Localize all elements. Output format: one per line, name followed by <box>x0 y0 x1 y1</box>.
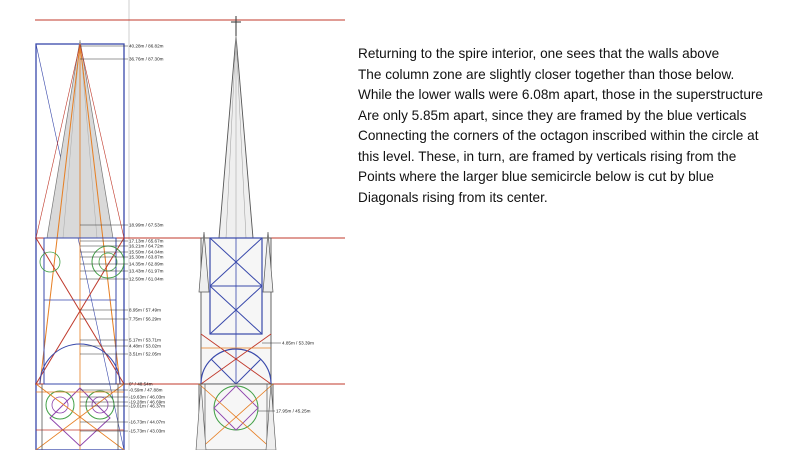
caption-line: The column zone are slightly closer together than those below. <box>358 66 735 82</box>
spire-elevation-drawing <box>0 0 345 450</box>
dimension-label: 36.76m / 87.30m <box>129 56 164 62</box>
caption-line: Are only 5.85m apart, since they are framed by the blue verticals <box>358 107 747 123</box>
dimension-label: 0° / 48.54m <box>129 381 153 387</box>
dimension-label: 15.30m / 63.87m <box>129 254 164 260</box>
dimension-label: 13.43m / 61.97m <box>129 268 164 274</box>
right-elevation <box>196 16 276 450</box>
dimension-label: 15.50m / 64.04m <box>129 249 164 255</box>
left-annotated-elevation <box>36 40 124 450</box>
dimension-label: -19.01m / 46.37m <box>129 403 166 409</box>
dimension-label: 18.99m / 67.53m <box>129 222 164 228</box>
dimension-label: -19.63m / 46.03m <box>129 394 166 400</box>
dimension-label: 17.13m / 65.67m <box>129 238 164 244</box>
slide-caption <box>358 44 793 208</box>
dimension-label: 16.21m / 64.72m <box>129 243 164 249</box>
dimension-label: -15.73m / 43.03m <box>129 428 166 434</box>
caption-line: Points where the larger blue semicircle below is cut by blue <box>358 169 714 184</box>
caption-line: Returning to the spire interior, one sees that the walls above <box>358 46 720 61</box>
dimension-label: 14.35m / 62.89m <box>129 261 164 267</box>
caption-line: While the lower walls were 6.08m apart, those in the superstructure <box>358 87 763 102</box>
dimension-label: 12.50m / 61.04m <box>129 276 164 282</box>
caption-line: Diagonals rising from its center. <box>358 189 548 205</box>
dimension-label: 17.95m / 45.25m <box>276 408 311 414</box>
dimension-label: 3.51m / 52.05m <box>129 351 161 357</box>
dimension-label: 40.28m / 86.82m <box>129 43 164 49</box>
caption-line: this level. These, in turn, are framed by verticals rising from the <box>358 148 737 164</box>
caption-line: Connecting the corners of the octagon inscribed within the circle at <box>358 128 759 143</box>
dimension-label: 4.48m / 53.02m <box>129 343 161 349</box>
dimension-label: 5.17m / 53.71m <box>129 337 161 343</box>
dimension-label: -19.28m / 46.69m <box>129 399 166 405</box>
dimension-label: -16.73m / 44.07m <box>129 419 166 425</box>
dimension-label: 7.75m / 56.29m <box>129 316 161 322</box>
dimension-label: 4.85m / 53.39m <box>282 340 314 346</box>
dimension-label: 8.95m / 57.49m <box>129 307 161 313</box>
dimension-label: -0.59m / 47.88m <box>129 387 163 393</box>
